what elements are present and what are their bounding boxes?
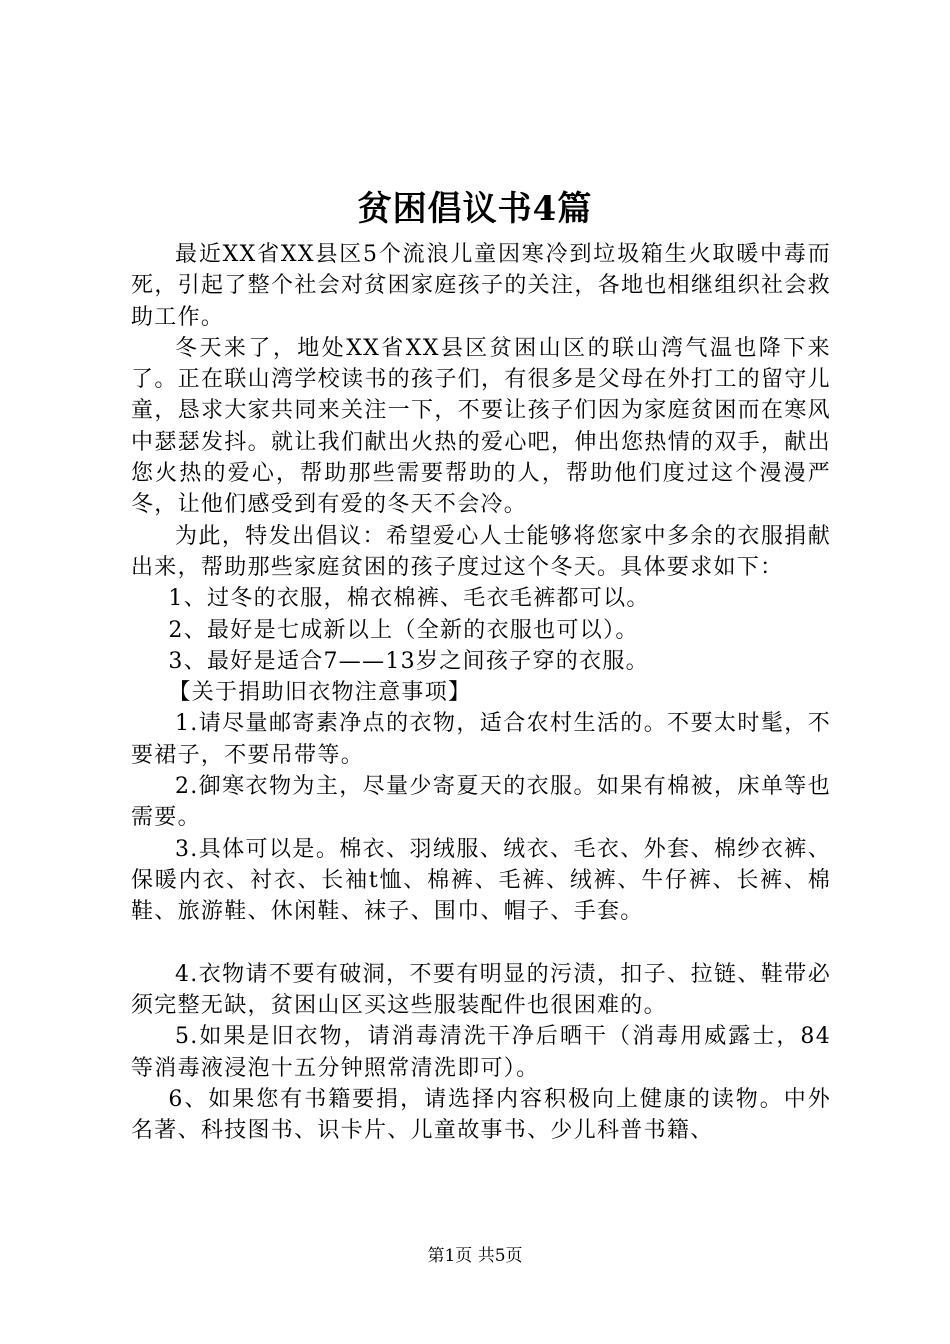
paragraph-winter: 冬天来了，地处XX省XX县区贫困山区的联山湾气温也降下来了。正在联山湾学校读书的孩子们，有很多是父母在外打工的留守儿童，恳求大家共同来关注一下，不要让孩子们因为家庭贫困而在寒风中瑟瑟发抖。就让我们献出火热的爱心吧，伸出您热情的双手，献出您火热的爱心，帮助那些需要帮助的人，帮助他们度过这个漫漫严冬，让他们感受到有爱的冬天不会冷。 <box>131 335 831 518</box>
document-body <box>131 239 831 1147</box>
note-item-4: 4.衣物请不要有破洞，不要有明显的污渍，扣子、拉链、鞋带必须完整无缺，贫困山区买这些服装配件也很困难的。 <box>131 961 831 1019</box>
requirement-item-1: 1、过冬的衣服，棉衣棉裤、毛衣毛裤都可以。 <box>168 586 650 612</box>
note-item-1: 1.请尽量邮寄素净点的衣物，适合农村生活的。不要太时髦，不要裙子，不要吊带等。 <box>131 711 831 768</box>
requirement-item-2: 2、最好是七成新以上（全新的衣服也可以）。 <box>168 617 639 643</box>
note-item-6: 6、如果您有书籍要捐，请选择内容积极向上健康的读物。中外名著、科技图书、识卡片、儿童故事书、少儿科普书籍、 <box>131 1087 831 1144</box>
page-footer: 第1页 共5页 <box>427 1246 523 1266</box>
page-title: 贫困倡议书4篇 <box>357 189 593 229</box>
note-item-2: 2.御寒衣物为主，尽量少寄夏天的衣服。如果有棉被，床单等也需要。 <box>131 774 831 831</box>
paragraph-intro: 最近XX省XX县区5个流浪儿童因寒冷到垃圾箱生火取暖中毒而死，引起了整个社会对贫困家庭孩子的关注，各地也相继组织社会救助工作。 <box>131 242 831 330</box>
paragraph-proposal: 为此，特发出倡议：希望爱心人士能够将您家中多余的衣服捐献出来，帮助那些家庭贫困的孩子度过这个冬天。具体要求如下： <box>131 523 831 580</box>
note-item-3: 3.具体可以是。棉衣、羽绒服、绒衣、毛衣、外套、棉纱衣裤、保暖内衣、衬衣、长袖t恤、棉裤、毛裤、绒裤、牛仔裤、长裤、棉鞋、旅游鞋、休闲鞋、袜子、围巾、帽子、手套。 <box>131 836 831 925</box>
note-item-5: 5.如果是旧衣物，请消毒清洗干净后晒干（消毒用威露士，84等消毒液浸泡十五分钟照常清洗即可）。 <box>131 1024 831 1081</box>
blank-line <box>131 928 831 959</box>
requirement-item-3: 3、最好是适合7——13岁之间孩子穿的衣服。 <box>168 648 649 674</box>
notes-heading: 【关于捐助旧衣物注意事项】 <box>168 680 472 706</box>
